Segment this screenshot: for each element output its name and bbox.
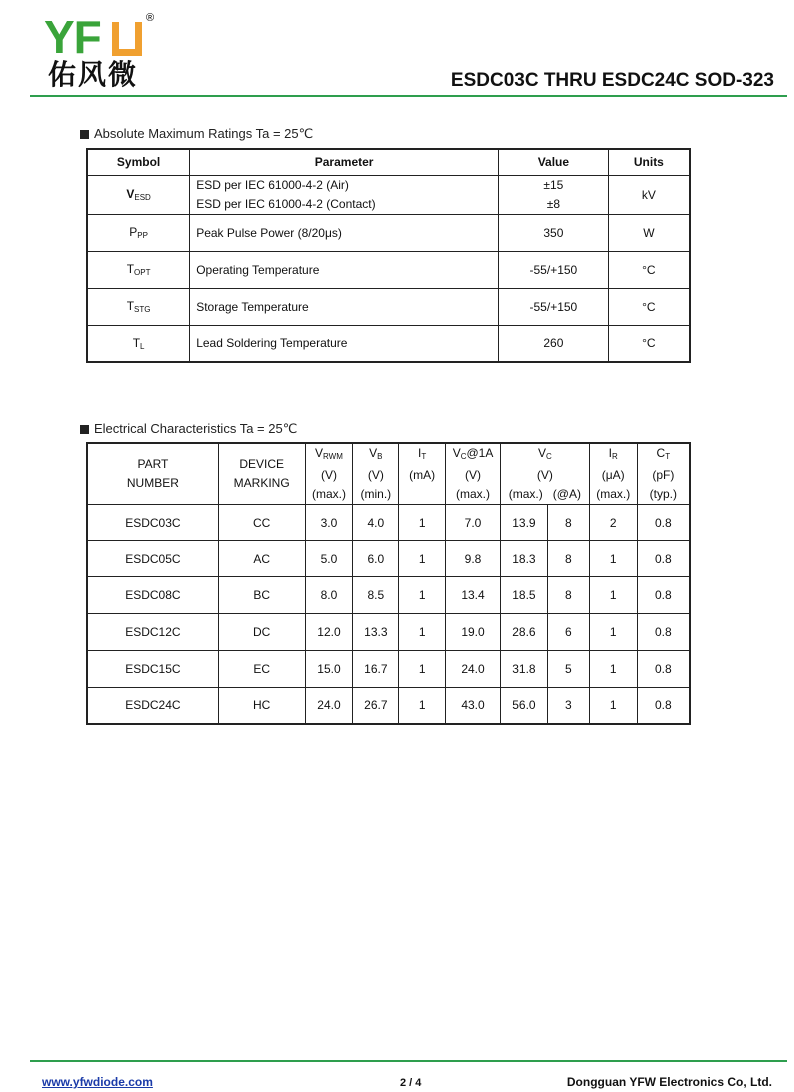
marking-cell: EC — [218, 651, 305, 688]
vc-max-cell: 31.8 — [500, 651, 547, 688]
vc-max-cell: 18.5 — [500, 577, 547, 614]
page-header — [0, 0, 794, 100]
col-header-vc-1a: $V_C@1A$ (V) (max.) — [446, 443, 501, 505]
symbol-cell: $P_{PP}$ — [87, 214, 190, 251]
value-cell: -55/+150 — [499, 288, 609, 325]
part-number-cell: ESDC15C — [87, 651, 218, 688]
table-row — [87, 541, 690, 577]
vc-max-cell: 28.6 — [500, 614, 547, 651]
col-header-vc: $V_C$ (V) (max.) (@A) — [500, 443, 589, 505]
value-cell: -55/+150 — [499, 251, 609, 288]
vrwm-cell: 15.0 — [305, 651, 353, 688]
it-cell: 1 — [399, 688, 446, 724]
parameter-cell: ESD per IEC 61000-4-2 (Air) ESD per IEC 61000-4-2 (Contact) — [190, 175, 499, 214]
symbol-cell: $T_{STG}$ — [87, 288, 190, 325]
part-number-cell: ESDC08C — [87, 577, 218, 614]
table-row — [87, 688, 690, 724]
unit-cell: kV — [608, 175, 690, 214]
part-number-cell: ESDC05C — [87, 541, 218, 577]
vrwm-cell: 12.0 — [305, 614, 353, 651]
vc-max-cell: 18.3 — [500, 541, 547, 577]
header-divider — [30, 95, 787, 97]
part-number-cell: ESDC03C — [87, 505, 218, 541]
it-cell: 1 — [399, 541, 446, 577]
parameter-cell: Storage Temperature — [190, 288, 499, 325]
symbol-cell: $T_{OPT}$ — [87, 251, 190, 288]
it-cell: 1 — [399, 505, 446, 541]
marking-cell: CC — [218, 505, 305, 541]
vrwm-cell: 24.0 — [305, 688, 353, 724]
col-header-device-marking: DEVICE MARKING — [218, 443, 305, 505]
logo-letters: YF — [44, 11, 101, 63]
unit-cell: °C — [608, 325, 690, 362]
value-cell: 350 — [499, 214, 609, 251]
col-header-it: $I_T$ (mA) — [399, 443, 446, 505]
page-number: 2 / 4 — [400, 1077, 422, 1089]
ct-cell: 0.8 — [637, 651, 690, 688]
vb-cell: 4.0 — [353, 505, 399, 541]
company-name: Dongguan YFW Electronics Co, Ltd. — [566, 1075, 772, 1089]
vrwm-cell: 8.0 — [305, 577, 353, 614]
vc-1a-cell: 7.0 — [446, 505, 501, 541]
vb-cell: 16.7 — [353, 651, 399, 688]
vc-1a-cell: 19.0 — [446, 614, 501, 651]
vc-at-a-cell: 8 — [547, 541, 589, 577]
document-title: ESDC03C THRU ESDC24C SOD-323 — [450, 70, 774, 91]
unit-cell: W — [608, 214, 690, 251]
it-cell: 1 — [399, 614, 446, 651]
col-header-parameter: Parameter — [190, 149, 499, 175]
abs-max-header-row — [87, 149, 690, 175]
vrwm-cell: 3.0 — [305, 505, 353, 541]
ir-cell: 1 — [589, 688, 637, 724]
ct-cell: 0.8 — [637, 614, 690, 651]
elec-header-row — [87, 443, 690, 505]
col-header-units: Units — [608, 149, 690, 175]
ct-cell: 0.8 — [637, 541, 690, 577]
table-row — [87, 251, 690, 288]
logo-chinese-name: 佑风微 — [48, 58, 139, 91]
ir-cell: 1 — [589, 577, 637, 614]
table-row — [87, 214, 690, 251]
parameter-cell: Peak Pulse Power (8/20μs) — [190, 214, 499, 251]
bullet-square-icon — [80, 130, 89, 139]
elec-char-table — [86, 442, 691, 725]
vc-max-cell: 13.9 — [500, 505, 547, 541]
col-header-ct: $C_T$ (pF) (typ.) — [637, 443, 690, 505]
it-cell: 1 — [399, 651, 446, 688]
part-number-cell: ESDC24C — [87, 688, 218, 724]
value-cell: ±15 ±8 — [499, 175, 609, 214]
vc-1a-cell: 24.0 — [446, 651, 501, 688]
bullet-square-icon — [80, 425, 89, 434]
footer-divider — [30, 1060, 787, 1062]
logo-u-shape — [112, 22, 142, 56]
registered-mark: ® — [146, 12, 155, 24]
unit-cell: °C — [608, 251, 690, 288]
ct-cell: 0.8 — [637, 577, 690, 614]
vc-max-cell: 56.0 — [500, 688, 547, 724]
vb-cell: 26.7 — [353, 688, 399, 724]
ir-cell: 1 — [589, 614, 637, 651]
vc-1a-cell: 13.4 — [446, 577, 501, 614]
vb-cell: 6.0 — [353, 541, 399, 577]
table-row — [87, 505, 690, 541]
table-row — [87, 175, 690, 214]
unit-cell: °C — [608, 288, 690, 325]
vc-at-a-cell: 8 — [547, 577, 589, 614]
vrwm-cell: 5.0 — [305, 541, 353, 577]
table-row — [87, 577, 690, 614]
table-row — [87, 325, 690, 362]
col-header-part-number: PART NUMBER — [87, 443, 218, 505]
col-header-vb: $V_B$ (V) (min.) — [353, 443, 399, 505]
it-cell: 1 — [399, 577, 446, 614]
value-cell: 260 — [499, 325, 609, 362]
marking-cell: AC — [218, 541, 305, 577]
yfw-logo — [44, 11, 155, 92]
parameter-cell: Lead Soldering Temperature — [190, 325, 499, 362]
ir-cell: 1 — [589, 541, 637, 577]
part-number-cell: ESDC12C — [87, 614, 218, 651]
abs-max-section-title: Absolute Maximum Ratings Ta = 25℃ — [80, 126, 313, 142]
parameter-cell: Operating Temperature — [190, 251, 499, 288]
ir-cell: 1 — [589, 651, 637, 688]
symbol-cell: $V_{ESD}$ — [87, 175, 190, 214]
vc-at-a-cell: 6 — [547, 614, 589, 651]
vc-at-a-cell: 5 — [547, 651, 589, 688]
vc-at-a-cell: 3 — [547, 688, 589, 724]
col-header-value: Value — [499, 149, 609, 175]
abs-max-table — [86, 148, 691, 363]
marking-cell: HC — [218, 688, 305, 724]
symbol-cell: $T_L$ — [87, 325, 190, 362]
elec-section-title: Electrical Characteristics Ta = 25℃ — [80, 421, 297, 437]
vb-cell: 8.5 — [353, 577, 399, 614]
ct-cell: 0.8 — [637, 505, 690, 541]
table-row — [87, 651, 690, 688]
vc-at-a-cell: 8 — [547, 505, 589, 541]
marking-cell: DC — [218, 614, 305, 651]
vc-1a-cell: 9.8 — [446, 541, 501, 577]
website-link[interactable]: www.yfwdiode.com — [42, 1075, 153, 1089]
table-row — [87, 614, 690, 651]
vb-cell: 13.3 — [353, 614, 399, 651]
col-header-vrwm: $V_{RWM}$ (V) (max.) — [305, 443, 353, 505]
marking-cell: BC — [218, 577, 305, 614]
ct-cell: 0.8 — [637, 688, 690, 724]
vc-1a-cell: 43.0 — [446, 688, 501, 724]
table-row — [87, 288, 690, 325]
col-header-ir: $I_R$ (μA) (max.) — [589, 443, 637, 505]
ir-cell: 2 — [589, 505, 637, 541]
col-header-symbol: Symbol — [87, 149, 190, 175]
